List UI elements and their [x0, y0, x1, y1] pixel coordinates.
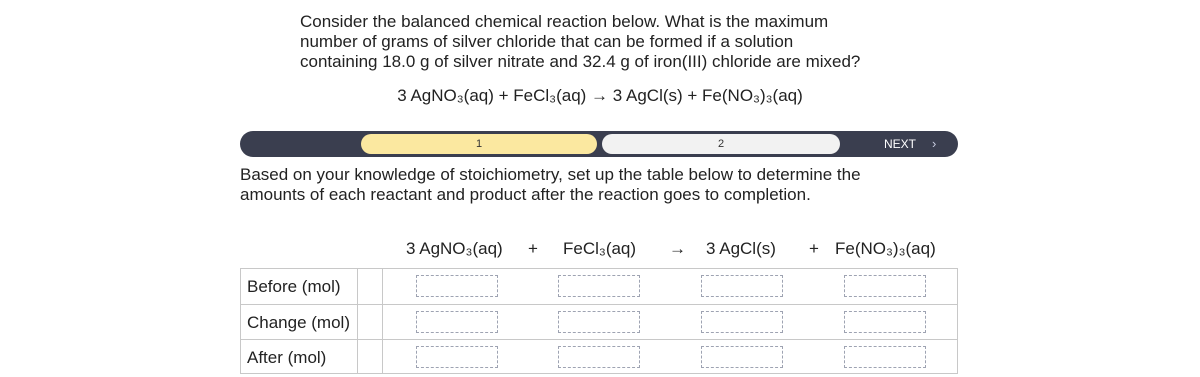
row-label-before: Before (mol): [247, 277, 341, 296]
after-agcl-input[interactable]: [701, 346, 783, 368]
chevron-right-icon: ›: [932, 136, 937, 151]
ice-table: [240, 231, 958, 374]
header-feno33: Fe(NO₃)₃(aq): [835, 239, 936, 258]
header-arrow: →: [669, 239, 686, 258]
row-divider: [240, 304, 958, 305]
step-progress-bar: [240, 131, 958, 157]
before-fecl3-input[interactable]: [558, 275, 640, 297]
row-label-change: Change (mol): [247, 313, 350, 332]
reaction-equation: 3 AgNO₃(aq) + FeCl₃(aq) → 3 AgCl(s) + Fe(NO₃)₃(aq): [397, 86, 803, 105]
question-text: [300, 12, 940, 72]
step-1-tab[interactable]: 1: [361, 134, 597, 154]
row-divider: [240, 373, 958, 374]
before-feno33-input[interactable]: [844, 275, 926, 297]
change-agno3-input[interactable]: [416, 311, 498, 333]
header-plus-1: +: [528, 239, 538, 258]
instructions-line-1: Based on your knowledge of stoichiometry, set up the table below to determine the: [240, 165, 861, 184]
change-agcl-input[interactable]: [701, 311, 783, 333]
before-agno3-input[interactable]: [416, 275, 498, 297]
table-header-row: [240, 231, 958, 268]
column-divider: [382, 268, 383, 374]
table-top-border: [358, 268, 958, 269]
header-fecl3: FeCl₃(aq): [563, 239, 637, 258]
after-feno33-input[interactable]: [844, 346, 926, 368]
row-labels-column: [240, 268, 358, 374]
instructions-text: [240, 165, 940, 205]
question-line-3: containing 18.0 g of silver nitrate and 32.4 g of iron(III) chloride are mixed?: [300, 52, 861, 71]
question-line-1: Consider the balanced chemical reaction below. What is the maximum: [300, 12, 829, 31]
row-label-after: After (mol): [247, 348, 327, 367]
header-agcl: 3 AgCl(s): [706, 239, 776, 258]
column-divider: [957, 268, 958, 374]
row-divider: [240, 339, 958, 340]
next-button[interactable]: [850, 131, 958, 157]
header-agno3: 3 AgNO₃(aq): [406, 239, 503, 258]
before-agcl-input[interactable]: [701, 275, 783, 297]
next-label: NEXT: [884, 137, 917, 151]
instructions-line-2: amounts of each reactant and product after the reaction goes to completion.: [240, 185, 811, 204]
step-2-tab[interactable]: 2: [602, 134, 840, 154]
after-fecl3-input[interactable]: [558, 346, 640, 368]
change-fecl3-input[interactable]: [558, 311, 640, 333]
after-agno3-input[interactable]: [416, 346, 498, 368]
header-plus-2: +: [809, 239, 819, 258]
question-line-2: number of grams of silver chloride that can be formed if a solution: [300, 32, 794, 51]
change-feno33-input[interactable]: [844, 311, 926, 333]
